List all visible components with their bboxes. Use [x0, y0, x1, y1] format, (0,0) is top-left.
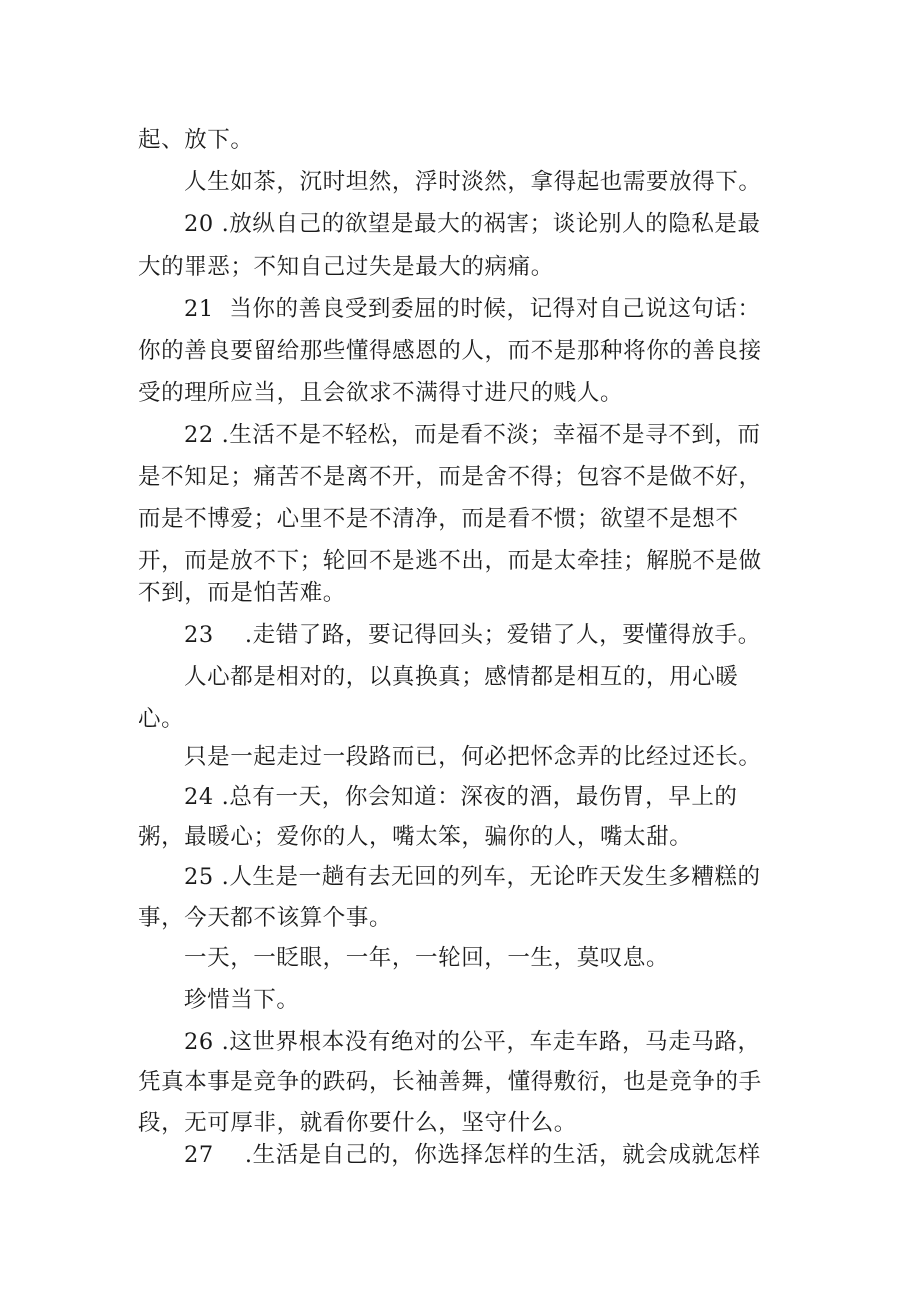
text-line: 开，而是放不下；轮回不是逃不出，而是太牵挂；解脱不是做	[138, 548, 762, 574]
text-line: 一天，一眨眼，一年，一轮回，一生，莫叹息。	[184, 945, 670, 971]
text-line: 人心都是相对的，以真换真；感情都是相互的，用心暖	[184, 664, 739, 690]
text-line: 心。	[138, 706, 185, 732]
text-line: 27 .生活是自己的，你选择怎样的生活，就会成就怎样	[184, 1142, 761, 1168]
text-line: 22 .生活不是不轻松，而是看不淡；幸福不是寻不到，而	[184, 422, 761, 448]
text-line: 段，无可厚非，就看你要什么，坚守什么。	[138, 1110, 577, 1136]
text-line: 23 .走错了路，要记得回头；爱错了人，要懂得放手。	[184, 622, 761, 648]
text-line: 珍惜当下。	[184, 987, 300, 1013]
text-line: 20 .放纵自己的欲望是最大的祸害；谈论别人的隐私是最	[184, 211, 761, 237]
text-line: 粥，最暖心；爱你的人，嘴太笨，骗你的人，嘴太甜。	[138, 824, 693, 850]
text-line: 24 .总有一天，你会知道：深夜的酒，最伤胃，早上的	[184, 784, 738, 810]
text-line: 受的理所应当，且会欲求不满得寸进尺的贱人。	[138, 380, 624, 406]
text-line: 事，今天都不该算个事。	[138, 905, 393, 931]
text-line: 你的善良要留给那些懂得感恩的人，而不是那种将你的善良接	[138, 338, 762, 364]
text-line: 21 当你的善良受到委屈的时候，记得对自己说这句话：	[184, 296, 761, 322]
text-line: 26 .这世界根本没有绝对的公平，车走车路，马走马路，	[184, 1029, 761, 1055]
text-line: 不到，而是怕苦难。	[138, 580, 346, 606]
text-line: 只是一起走过一段路而已，何必把怀念弄的比经过还长。	[184, 744, 762, 770]
text-line: 25 .人生是一趟有去无回的列车，无论昨天发生多糟糕的	[184, 864, 761, 890]
text-line: 大的罪恶；不知自己过失是最大的病痛。	[138, 254, 554, 280]
text-line: 人生如茶，沉时坦然，浮时淡然，拿得起也需要放得下。	[184, 169, 762, 195]
text-line: 凭真本事是竞争的跌码，长袖善舞，懂得敷衍，也是竞争的手	[138, 1069, 762, 1095]
text-line: 起、放下。	[138, 127, 254, 153]
text-line: 是不知足；痛苦不是离不开，而是舍不得；包容不是做不好，	[138, 464, 762, 490]
text-line: 而是不博爱；心里不是不清净，而是看不惯；欲望不是想不	[138, 506, 739, 532]
